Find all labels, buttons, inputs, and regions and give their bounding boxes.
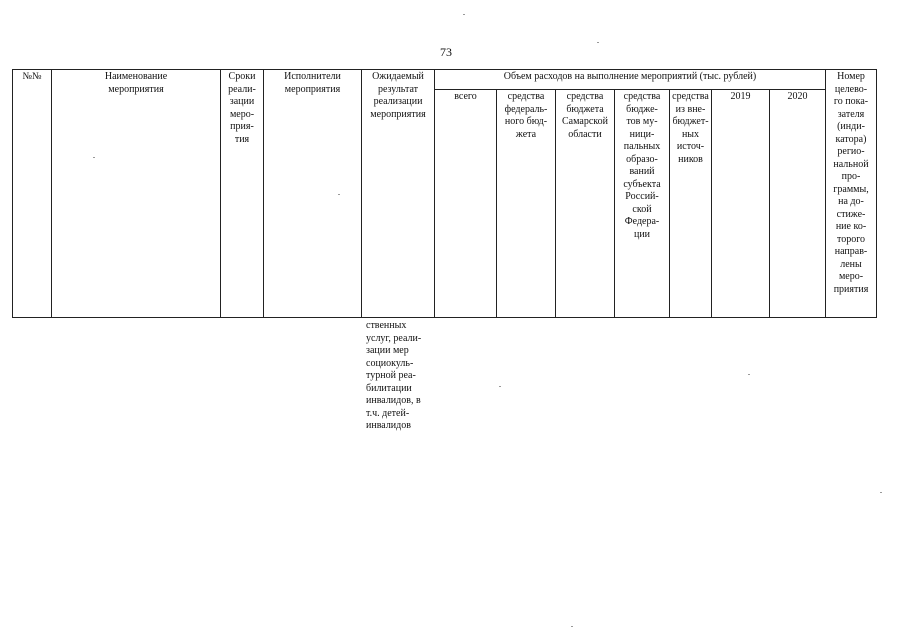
- scan-speck: [93, 157, 95, 158]
- header-regional: средства бюджета Самарской области: [556, 90, 615, 318]
- header-expected-result: Ожидаемый результат реализации мероприятия: [362, 70, 435, 318]
- header-year-2019: 2019: [712, 90, 770, 318]
- continued-result-text: ственных услуг, реали- зации мер социокуль- турной реа- билитации инвалидов, в т.ч. детей- инвалидов: [366, 320, 422, 431]
- header-year-2020: 2020: [770, 90, 826, 318]
- header-number: №№: [13, 70, 52, 318]
- scan-speck: [748, 374, 750, 375]
- header-offbudget: средства из вне- бюджет- ных источ- ников: [670, 90, 712, 318]
- header-indicator: Номер целево- го пока- зателя (инди- катора) регио- нальной про- граммы, на до- стиже- ние ко- торого направ- лены меро- приятия: [826, 70, 877, 318]
- header-executors: Исполнители мероприятия: [264, 70, 362, 318]
- header-municipal: средства бюдже- тов му- ници- пальных образо- ваний субъекта Россий- ской Федера- ции: [615, 90, 670, 318]
- scan-speck: [571, 626, 573, 627]
- header-terms: Сроки реали- зации меро- прия- тия: [221, 70, 264, 318]
- header-total: всего: [435, 90, 497, 318]
- scan-speck: [499, 386, 501, 387]
- scan-speck: [597, 42, 599, 43]
- expenses-table: [12, 69, 877, 318]
- page-number: 73: [440, 45, 452, 59]
- scan-speck: [338, 194, 340, 195]
- header-expenses: Объем расходов на выполнение мероприятий (тыс. рублей): [435, 70, 826, 90]
- scan-speck: [463, 14, 465, 15]
- scan-speck: [880, 492, 882, 493]
- header-name: Наименование мероприятия: [52, 70, 221, 318]
- header-federal: средства федераль- ного бюд- жета: [497, 90, 556, 318]
